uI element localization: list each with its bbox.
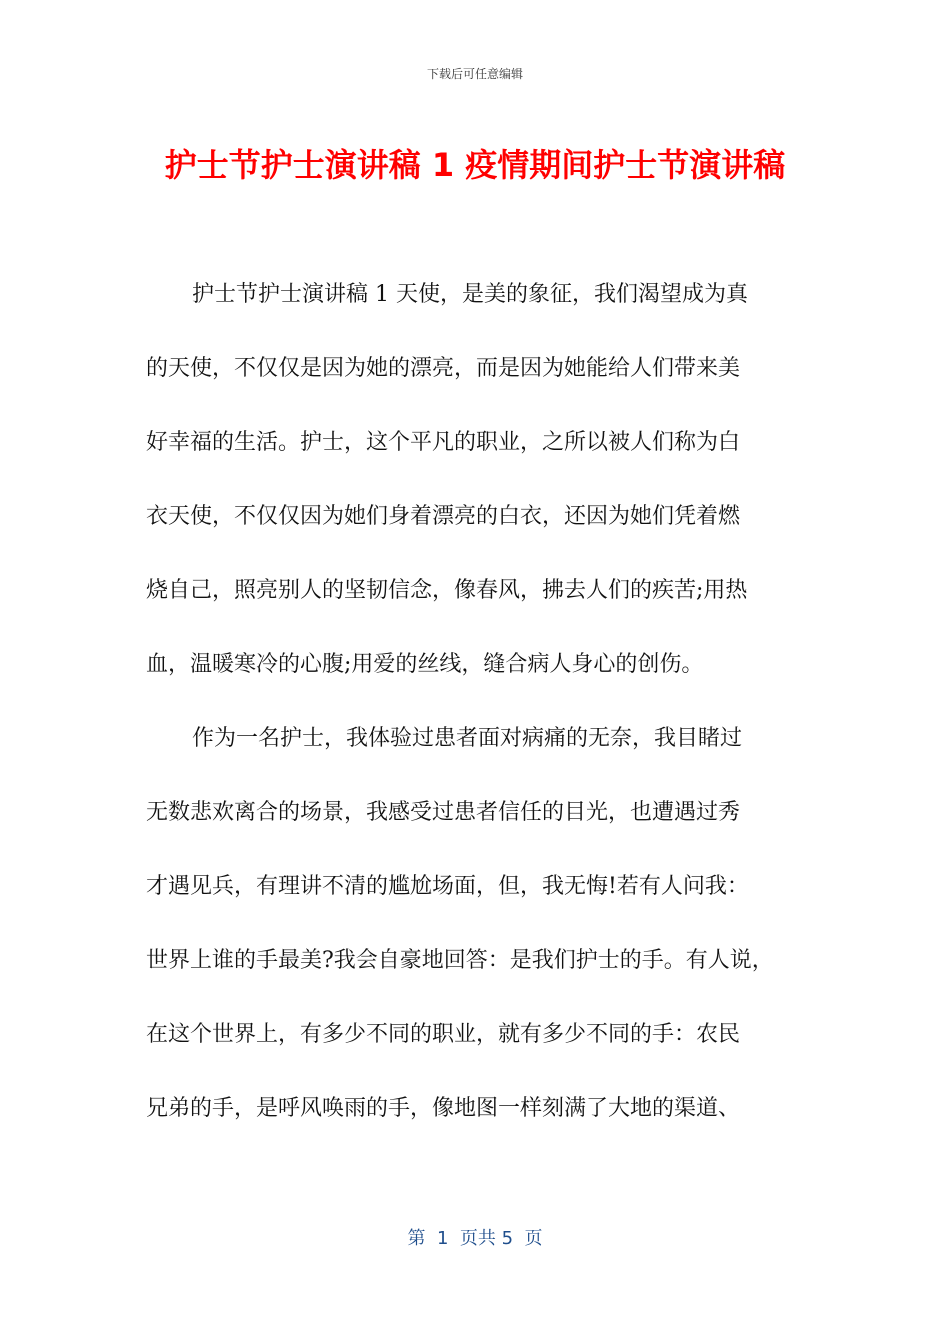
- paragraph-line: 兄弟的手，是呼风唤雨的手，像地图一样刻满了大地的渠道、: [146, 1096, 741, 1121]
- paragraph-line: 在这个世界上，有多少不同的职业，就有多少不同的手：农民: [146, 1022, 741, 1047]
- header-note: 下载后可任意编辑: [426, 67, 523, 81]
- paragraph-line: 烧自己，照亮别人的坚韧信念，像春风，拂去人们的疾苦;用热: [146, 578, 748, 603]
- paragraph-line: 无数悲欢离合的场景，我感受过患者信任的目光，也遭遇过秀: [146, 800, 741, 825]
- document-body: [146, 277, 806, 1165]
- paragraph-line: 世界上谁的手最美?我会自豪地回答：是我们护士的手。有人说，: [146, 948, 774, 973]
- paragraph-line: 衣天使，不仅仅因为她们身着漂亮的白衣，还因为她们凭着燃: [146, 504, 741, 529]
- paragraph-line: 护士节护士演讲稿 1 天使，是美的象征，我们渴望成为真: [192, 282, 748, 307]
- paragraph-line: 作为一名护士，我体验过患者面对病痛的无奈，我目睹过: [192, 726, 743, 751]
- paragraph-line: 血，温暖寒冷的心腹;用爱的丝线，缝合病人身心的创伤。: [146, 652, 704, 677]
- paragraph-line: 才遇见兵，有理讲不清的尴尬场面，但，我无悔!若有人问我：: [146, 874, 749, 899]
- paragraph-line: 的天使，不仅仅是因为她的漂亮，而是因为她能给人们带来美: [146, 356, 741, 381]
- paragraph-line: 好幸福的生活。护士，这个平凡的职业，之所以被人们称为白: [146, 430, 741, 455]
- document-title: 护士节护士演讲稿 1 疫情期间护士节演讲稿: [164, 146, 786, 184]
- page-footer: 第 1 页共 5 页: [407, 1228, 543, 1249]
